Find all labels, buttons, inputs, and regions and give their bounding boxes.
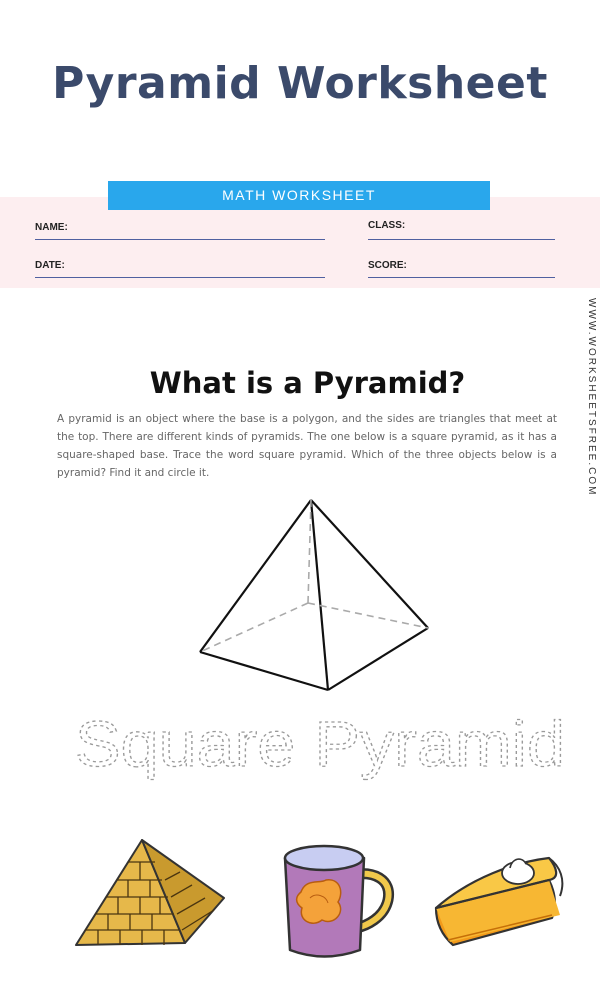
name-label: NAME: [35, 222, 68, 233]
trace-word[interactable]: Square Pyramid [75, 708, 565, 780]
class-label: CLASS: [368, 220, 406, 231]
score-label: SCORE: [368, 260, 407, 271]
worksheet-banner: MATH WORKSHEET [108, 181, 490, 210]
page-title: Pyramid Worksheet [52, 58, 548, 109]
date-label: DATE: [35, 260, 65, 271]
section-title: What is a Pyramid? [149, 366, 466, 400]
website-watermark: WWW.WORKSHEETSFREE.COM [586, 298, 597, 497]
description-text: A pyramid is an object where the base is a polygon, and the sides are triangles that meet at the top. There are different kinds of pyramids. The one below is a square pyramid, as it has a square-shaped base. Trace the word square pyramid. Which of the three objects below is a pyramid? Find it and circle it. [57, 413, 557, 479]
